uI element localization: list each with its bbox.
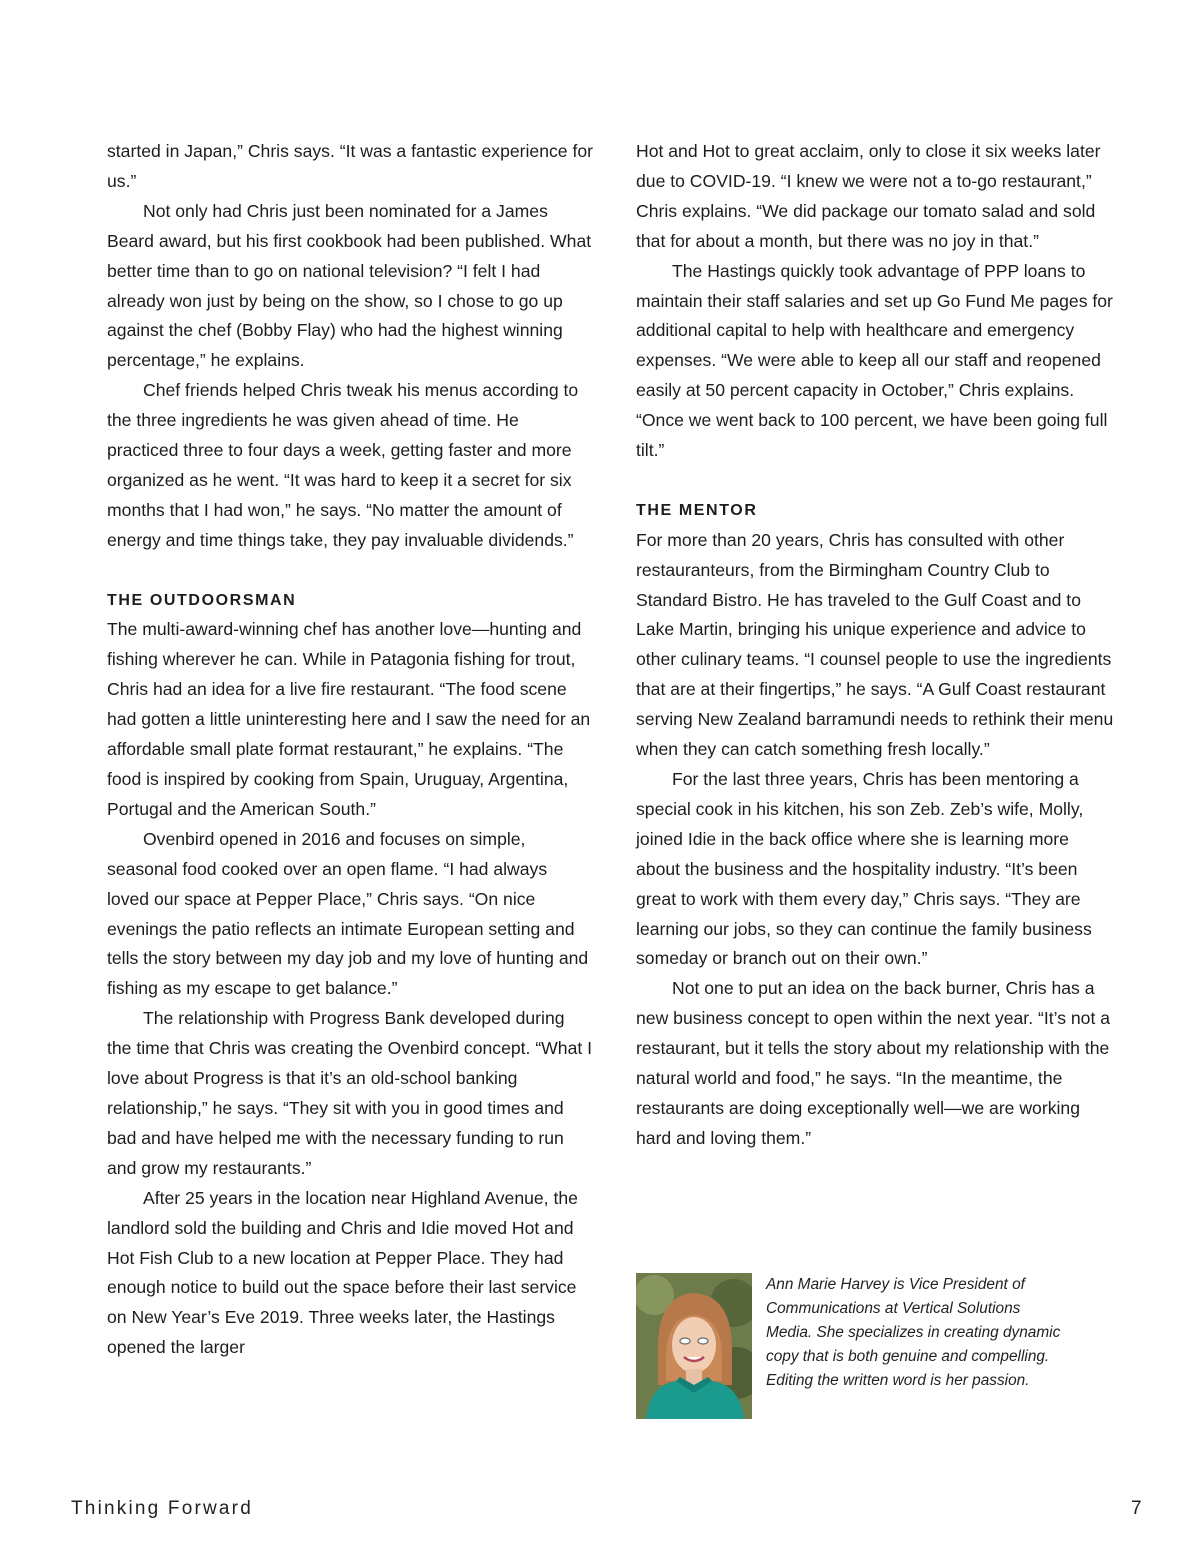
paragraph: For the last three years, Chris has been mentoring a special cook in his kitchen, his son Zeb. Zeb’s wife, Molly, joined Idie in the back office where she is learning more about the business and the hospitality industry. “It’s been great to work with them every day,” Chris says. “They are learning our jobs, so they can continue the family business someday or branch out on their own.” bbox=[636, 769, 1092, 969]
page-number: 7 bbox=[1131, 1498, 1142, 1519]
paragraph: For more than 20 years, Chris has consulted with other restauranteurs, from the Birmingham Country Club to Standard Bistro. He has traveled to the Gulf Coast and to Lake Martin, bringing his unique experience and advice to other culinary teams. “I counsel people to use the ingredients that are at their fingertips,” he says. “A Gulf Coast restaurant serving New Zealand barramundi needs to rethink their menu when they can catch something fresh locally.” bbox=[636, 529, 1114, 760]
author-bio-text: Ann Marie Harvey is Vice President of Communications at Vertical Solutions Media. She specializes in creating dynamic copy that is both genuine and compelling. Editing the written word is her passion. bbox=[766, 1276, 1061, 1389]
paragraph: started in Japan,” Chris says. “It was a fantastic experience for us.” bbox=[107, 141, 593, 191]
left-column bbox=[107, 137, 593, 1363]
paragraph: Chef friends helped Chris tweak his menus according to the three ingredients he was given ahead of time. He practiced three to four days a week, getting faster and more organized as he went. “It was hard to keep it a secret for six months that I had won,” he says. “No matter the amount of energy and time things take, they pay invaluable dividends.” bbox=[107, 380, 579, 550]
section-spacer bbox=[636, 466, 1116, 496]
paragraph: The Hastings quickly took advantage of PPP loans to maintain their staff salaries and set up Go Fund Me pages for additional capital to help with healthcare and emergency expenses. “We were able to keep all our staff and reopened easily at 50 percent capacity in October,” Chris explains. “Once we went back to 100 percent, we have been going full tilt.” bbox=[636, 260, 1113, 461]
paragraph: Not only had Chris just been nominated for a James Beard award, but his first cookbook had been published. What better time than to go on national television? “I felt I had already won just by being on the show, so I chose to go up against the chef (Bobby Flay) who had the highest winning percentage,” he explains. bbox=[107, 200, 592, 371]
paragraph: Hot and Hot to great acclaim, only to close it six weeks later due to COVID-19. “I knew we were not a to-go restaurant,” Chris explains. “We did package our tomato salad and sold that for about a month, but there was no joy in that.” bbox=[636, 141, 1101, 251]
paragraph: Not one to put an idea on the back burner, Chris has a new business concept to open within the next year. “It’s not a restaurant, but it tells the story about my relationship with the natural world and food,” he says. “In the meantime, the restaurants are doing exceptionally well—we are working hard and loving them.” bbox=[636, 978, 1111, 1148]
footer-publication-title: Thinking Forward bbox=[71, 1498, 253, 1519]
paragraph: The multi-award-winning chef has another love—hunting and fishing wherever he can. While in Patagonia fishing for trout, Chris had an idea for a live fire restaurant. “The food scene had gotten a little uninteresting here and I saw the need for an affordable small plate format restaurant,” he explains. “The food is inspired by cooking from Spain, Uruguay, Argentina, Portugal and the American South.” bbox=[107, 619, 591, 819]
section-spacer bbox=[107, 556, 593, 586]
section-heading-mentor: THE MENTOR bbox=[636, 501, 758, 519]
paragraph: After 25 years in the location near Highland Avenue, the landlord sold the building and Chris and Idie moved Hot and Hot Fish Club to a new location at Pepper Place. They had enough notice to build out the space before their last service on New Year’s Eve 2019. Three weeks later, the Hastings opened the larger bbox=[107, 1187, 578, 1358]
paragraph: The relationship with Progress Bank developed during the time that Chris was creating the Ovenbird concept. “What I love about Progress is that it’s an old-school banking relationship,” he says. “They sit with you in good times and bad and have helped me with the necessary funding to run and grow my restaurants.” bbox=[107, 1008, 593, 1178]
section-heading-outdoorsman: THE OUTDOORSMAN bbox=[107, 591, 297, 609]
author-bio bbox=[636, 1273, 1116, 1419]
author-portrait-image bbox=[636, 1273, 752, 1419]
right-column bbox=[636, 137, 1116, 1154]
paragraph: Ovenbird opened in 2016 and focuses on simple, seasonal food cooked over an open flame. “I had always loved our space at Pepper Place,” Chris says. “On nice evenings the patio reflects an intimate European setting and tells the story between my day job and my love of hunting and fishing as my escape to get balance.” bbox=[107, 828, 589, 999]
author-photo bbox=[636, 1273, 752, 1419]
